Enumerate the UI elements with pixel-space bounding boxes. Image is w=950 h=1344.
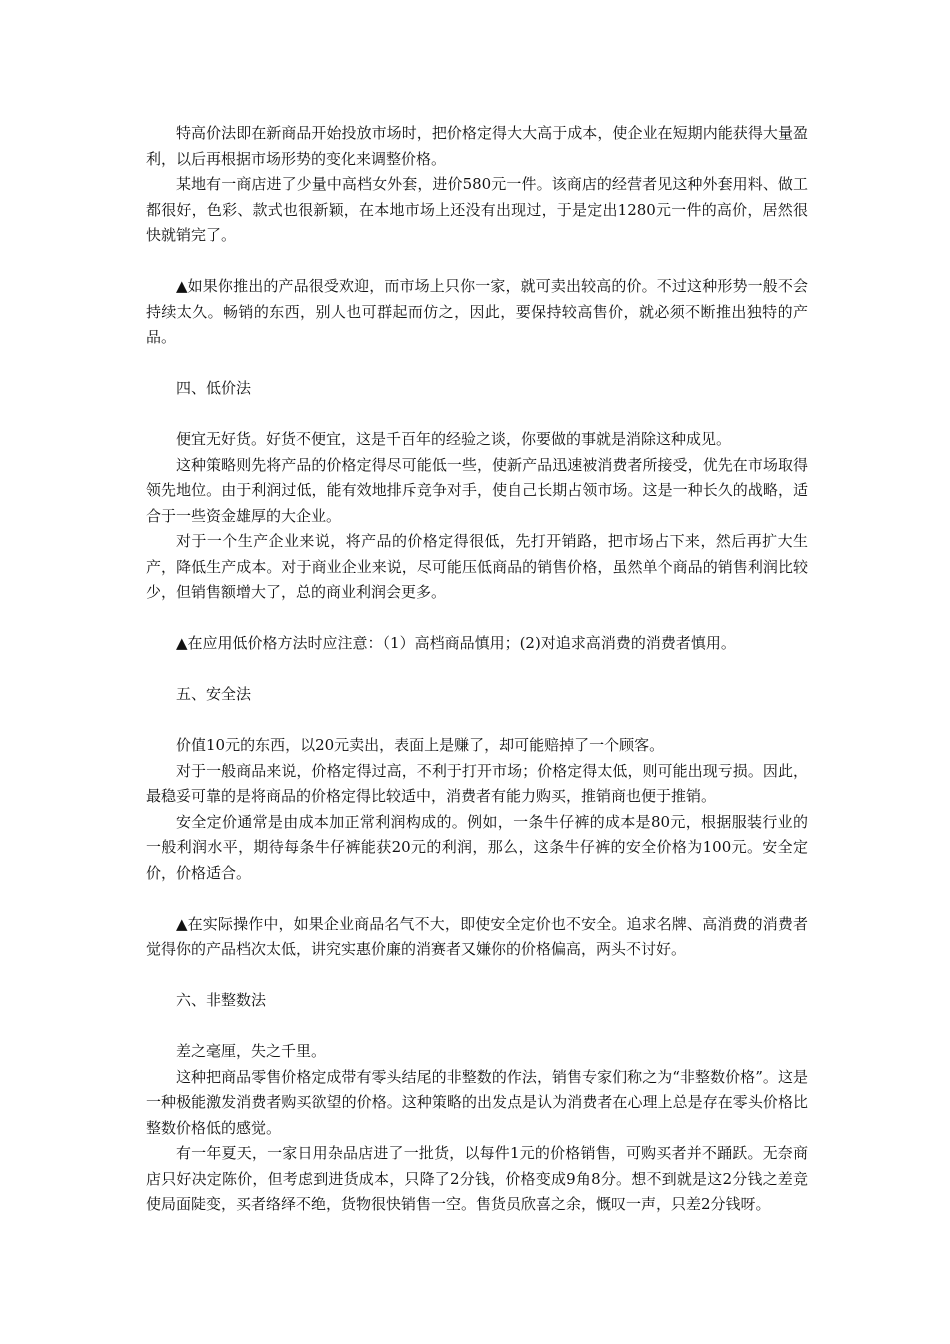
spacer	[146, 249, 808, 275]
heading-odd-price: 六、非整数法	[176, 991, 267, 1009]
paragraph-coat-example: 某地有一商店进了少量中高档女外套，进价580元一件。该商店的经营者见这种外套用料、做工都很好，色彩、款式也很新颖，在本地市场上还没有出现过，于是定出1280元一件的高价，居然很快就销完了。	[146, 175, 808, 244]
paragraph-low-price-strategy: 这种策略则先将产品的价格定得尽可能低一些，使新产品迅速被消费者所接受，优先在市场取得领先地位。由于利润过低，能有效地排斥竞争对手，使自己长期占领市场。这是一种长久的战略，适合于一些资金雄厚的大企业。	[146, 455, 808, 525]
spacer	[146, 351, 808, 377]
heading-safe-price: 五、安全法	[176, 685, 252, 703]
note-safe-price: ▲在实际操作中，如果企业商品名气不大，即使安全定价也不安全。追求名牌、高消费的消费者觉得你的产品档次太低，讲究实惠价廉的消赛者又嫌你的价格偏高，两头不讨好。	[146, 914, 808, 958]
paragraph-safe-price-reason: 对于一般商品来说，价格定得过高，不利于打开市场；价格定得太低，则可能出现亏损。因此，最稳妥可靠的是将商品的价格定得比较适中，消费者有能力购买，推销商也便于推销。	[146, 761, 808, 805]
spacer	[146, 657, 808, 683]
document-page	[146, 121, 808, 1218]
paragraph-low-price-enterprise: 对于一个生产企业来说，将产品的价格定得很低，先打开销路，把市场占下来，然后再扩大生产，降低生产成本。对于商业企业来说，尽可能压低商品的销售价格，虽然单个商品的销售利润比较少，但销售额增大了，总的商业利润会更多。	[146, 532, 808, 601]
spacer	[146, 606, 808, 632]
spacer	[146, 1014, 808, 1040]
note-low-price: ▲在应用低价格方法时应注意：（1）高档商品慎用；(2)对追求高消费的消费者慎用。	[176, 634, 736, 652]
spacer	[146, 886, 808, 912]
paragraph-grocery-example: 有一年夏天，一家日用杂品店进了一批货，以每件1元的价格销售，可购买者并不踊跃。无奈商店只好决定陈价，但考虑到进货成本，只降了2分钱，价格变成9角8分。想不到就是这2分钱之差竞使局面陡变，买者络绎不绝，货物很快销售一空。售货员欣喜之余，慨叹一声，只差2分钱呀。	[146, 1144, 808, 1213]
spacer	[146, 963, 808, 989]
paragraph-low-price-proverb: 便宜无好货。好货不便宜，这是千百年的经验之谈，你要做的事就是消除这种成见。	[176, 430, 732, 448]
paragraph-odd-price-proverb: 差之毫厘，失之千里。	[176, 1042, 327, 1060]
note-high-price: ▲如果你推出的产品很受欢迎，而市场上只你一家，就可卖出较高的价。不过这种形势一般不会持续太久。畅销的东西，别人也可群起而仿之，因此，要保持较高售价，就必须不断推出独特的产品。	[146, 277, 808, 346]
paragraph-jeans-example: 安全定价通常是由成本加正常利润构成的。例如，一条牛仔裤的成本是80元，根据服装行业的一般利润水平，期待每条牛仔裤能获20元的利润，那么，这条牛仔裤的安全价格为100元。安全定价，价格适合。	[146, 812, 808, 882]
spacer	[146, 708, 808, 734]
heading-low-price: 四、低价法	[176, 379, 252, 397]
spacer	[146, 402, 808, 428]
paragraph-high-price-definition: 特高价法即在新商品开始投放市场时，把价格定得大大高于成本，使企业在短期内能获得大量盈利，以后再根据市场形势的变化来调整价格。	[146, 124, 808, 168]
paragraph-safe-price-proverb: 价值10元的东西，以20元卖出，表面上是赚了，却可能赔掉了一个顾客。	[176, 736, 665, 754]
paragraph-odd-price-definition: 这种把商品零售价格定成带有零头结尾的非整数的作法，销售专家们称之为“非整数价格”。这是一种极能激发消费者购买欲望的价格。这种策略的出发点是认为消费者在心理上总是存在零头价格比整数价格低的感觉。	[146, 1067, 808, 1137]
